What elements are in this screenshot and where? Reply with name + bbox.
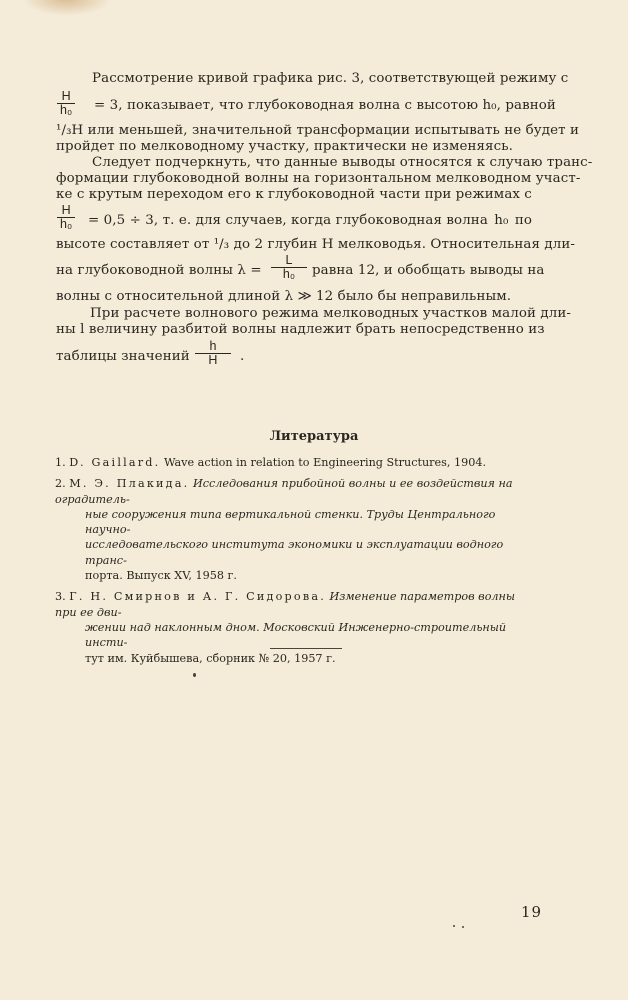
ink-speck — [462, 926, 464, 928]
literature-heading: Литература — [269, 429, 359, 444]
text-line: пройдет по мелководному участку, практически не изменяясь. — [56, 139, 513, 154]
text-segment: = 0,5 ÷ 3, т. е. для случаев, когда глубоководная волна — [88, 213, 488, 228]
fraction-denominator: h₀ — [60, 217, 73, 231]
reference-number: 2. — [55, 477, 66, 491]
reference-item — [55, 476, 537, 583]
reference-text: Изменение параметров волны при ее дви- — [55, 590, 516, 619]
ink-speck — [193, 673, 196, 677]
fraction-H-over-h0 — [57, 90, 75, 117]
text-segment: h₀ — [494, 213, 509, 228]
reference-item — [55, 455, 537, 470]
fraction-H-over-h0 — [57, 204, 75, 231]
text-line: . — [240, 349, 245, 364]
text-line: на глубоководной волны λ = — [56, 263, 262, 278]
reference-author: М. Э. Плакида. — [69, 477, 190, 491]
text-line: При расчете волнового режима мелководных участков малой дли- — [90, 306, 571, 321]
reference-text: Wave action in relation to Engineering Structures, 1904. — [163, 456, 487, 469]
fraction-numerator: H — [61, 203, 71, 217]
reference-text: Исследования прибойной волны и ее воздействия на оградитель- — [55, 477, 513, 506]
word: ке с крутым — [56, 187, 143, 202]
fraction-denominator: H — [208, 353, 218, 367]
section-divider — [270, 648, 342, 649]
word: при — [424, 187, 452, 202]
text-segment: по — [514, 213, 532, 228]
text-line — [88, 214, 532, 230]
fraction-h-over-H — [195, 340, 231, 367]
text-line: ны l величину разбитой волны надлежит брать непосредственно из — [56, 322, 545, 337]
text-line: волны с относительной длиной λ ≫ 12 было бы неправильным. — [56, 289, 512, 304]
reference-list — [55, 455, 537, 672]
text-line: таблицы значений — [56, 349, 190, 364]
fraction-numerator: h — [209, 339, 217, 353]
text-line: Рассмотрение кривой графика рис. 3, соответствующей режиму с — [92, 71, 569, 86]
word: к — [255, 187, 264, 202]
page-number: 19 — [521, 903, 543, 921]
reference-text: жении над наклонным дном. Московский Инженерно-строительный инсти- — [85, 620, 507, 650]
fraction-denominator: h₀ — [282, 267, 296, 281]
reference-text: тут им. Куйбышева, сборник № 20, 1957 г. — [85, 651, 336, 665]
word: глубоководной — [268, 187, 376, 202]
paper-stain — [22, 0, 112, 16]
reference-item — [55, 589, 537, 665]
fraction-numerator: H — [61, 89, 71, 103]
reference-text: исследовательского института экономики и эксплуатации водного транс- — [85, 538, 504, 567]
text-line: Следует подчеркнуть, что данные выводы относятся к случаю транс- — [92, 155, 593, 170]
text-line: = 3, показывает, что глубоководная волна с высотою h₀, равной — [94, 98, 556, 113]
ink-speck — [453, 925, 455, 927]
reference-author: D. Gaillard. — [69, 456, 161, 469]
word: его — [227, 187, 252, 202]
fraction-L-over-h0 — [271, 254, 307, 281]
reference-number: 1. — [55, 456, 66, 469]
reference-text: порта. Выпуск XV, 1958 г. — [85, 569, 237, 583]
reference-number: 3. — [55, 590, 66, 604]
text-line: формации глубоководной волны на горизонтальном мелководном участ- — [56, 171, 581, 186]
word: переходом — [146, 187, 224, 202]
text-line: высоте составляет от ¹/₃ до 2 глубин H мелководья. Относительная дли- — [56, 237, 575, 252]
text-line: равна 12, и обобщать выводы на — [312, 263, 545, 278]
fraction-denominator: h₀ — [60, 103, 73, 117]
text-line: ¹/₃H или меньшей, значительной трансформации испытывать не будет и — [56, 123, 580, 138]
text-line — [56, 188, 532, 204]
word: части — [379, 187, 421, 202]
word: режимах — [455, 187, 521, 202]
fraction-numerator: L — [285, 253, 293, 267]
reference-author: Г. Н. Смирнов и А. Г. Сидорова. — [69, 590, 326, 604]
reference-text: ные сооружения типа вертикальной стенки. Труды Центрального научно- — [85, 507, 496, 537]
word: с — [524, 187, 532, 202]
